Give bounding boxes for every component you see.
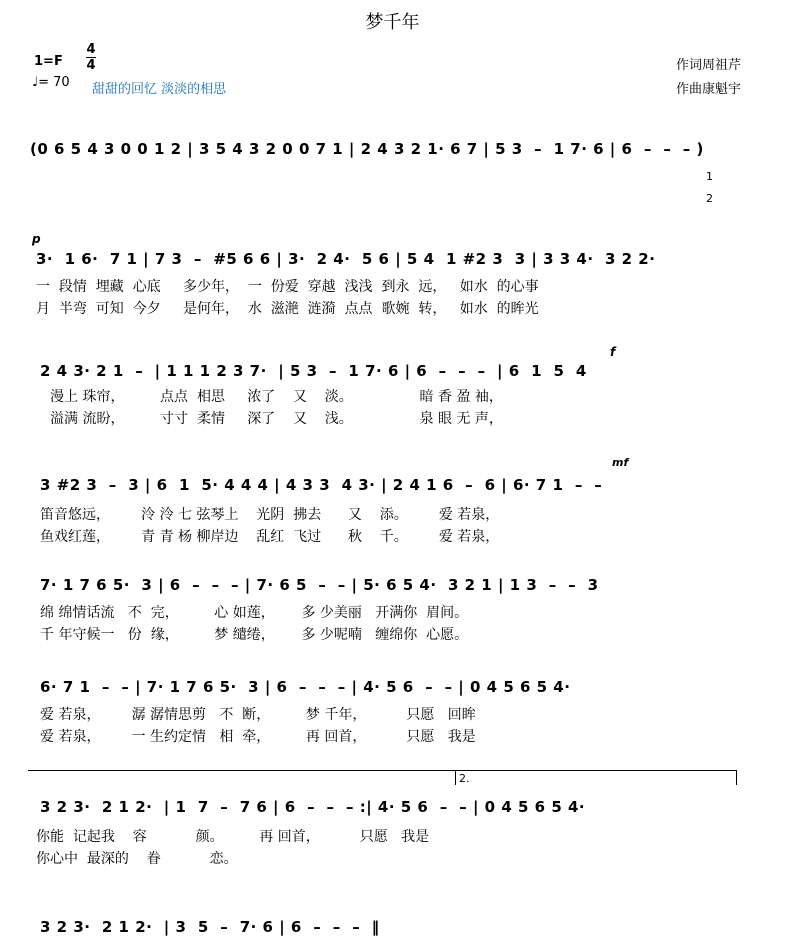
volta-bracket-2 — [455, 770, 737, 785]
lyrics-line-2-verse-1: 一 段情 埋藏 心底 多少年， 一 份爱 穿越 浅浅 到永 远， 如水 的心事 — [36, 279, 539, 295]
volta-number-1: 1 — [706, 170, 713, 183]
lyrics-line-5-verse-1: 绵 绵情话流 不 完， 心 如莲， 多 少美丽 开满你 眉间。 — [40, 605, 469, 621]
lyrics-line-7-verse-1: 你能 记起我 容 颜。 再 回首， 只愿 我是 — [36, 829, 430, 845]
time-signature-top: 4 — [86, 42, 96, 57]
lyrics-line-2-verse-2: 月 半弯 可知 今夕 是何年， 水 滋滟 涟漪 点点 歌婉 转， 如水 的眸光 — [36, 301, 539, 317]
notes-line-3: 2 4 3· 2 1 – | 1 1 1 2 3 7· | 5 3 – 1 7· 6 | 6 – – – | 6 1 5 4 — [40, 362, 587, 380]
lyricist-credit: 作词周祖芹 — [675, 58, 741, 73]
notes-line-8: 3 2 3· 2 1 2· | 3 5 – 7· 6 | 6 – – – ‖ — [40, 918, 380, 936]
lyrics-line-3-verse-1: 漫上 珠帘， 点点 相思 浓了 又 淡。 暗 香 盈 袖， — [50, 389, 503, 405]
dynamic-mf: mf — [612, 456, 629, 469]
lyrics-line-6-verse-2: 爱 若泉， 一 生约定情 相 牵， 再 回首， 只愿 我是 — [40, 729, 476, 745]
lyrics-line-4-verse-1: 笛音悠远， 泠 泠 七 弦琴上 光阴 拂去 又 添。 爱 若泉， — [40, 507, 500, 523]
dynamic-f: f — [610, 345, 616, 359]
notes-line-7: 3 2 3· 2 1 2· | 1 7 – 7 6 | 6 – – – :| 4· 5 6 – – | 0 4 5 6 5 4· — [40, 798, 586, 816]
key-signature: 1=F — [34, 54, 63, 69]
volta-label: 2. — [459, 772, 470, 785]
lyrics-line-7-verse-2: 你心中 最深的 眷 恋。 — [36, 851, 238, 867]
notes-line-2: 3· 1 6· 7 1 | 7 3 – #5 6 6 | 3· 2 4· 5 6 | 5 4 1 #2 3 3 | 3 3 4· 3 2 2· — [36, 250, 656, 268]
mood-text: 甜甜的回忆 淡淡的相思 — [92, 82, 227, 97]
dynamic-p: p — [32, 232, 41, 246]
lyrics-line-5-verse-2: 千 年守候一 份 缘， 梦 缱绻， 多 少呢喃 缠绵你 心愿。 — [40, 627, 469, 643]
song-title: 梦千年 — [365, 12, 420, 33]
lyrics-line-4-verse-2: 鱼戏红莲， 青 青 杨 柳岸边 乱红 飞过 秋 千。 爱 若泉， — [40, 529, 500, 545]
notes-line-5: 7· 1 7 6 5· 3 | 6 – – – | 7· 6 5 – – | 5· 6 5 4· 3 2 1 | 1 3 – – 3 — [40, 576, 599, 594]
notes-line-1: (0 6 5 4 3 0 0 1 2 | 3 5 4 3 2 0 0 7 1 | 2 4 3 2 1· 6 7 | 5 3 – 1 7· 6 | 6 – – – ) — [30, 140, 704, 158]
time-signature — [86, 42, 96, 73]
notes-line-4: 3 #2 3 – 3 | 6 1 5· 4 4 4 | 4 3 3 4 3· | 2 4 1 6 – 6 | 6· 7 1 – – — [40, 476, 603, 494]
tempo-marking: ♩= 70 — [32, 75, 70, 90]
lyrics-line-3-verse-2: 溢满 流盼， 寸寸 柔情 深了 又 浅。 泉 眼 无 声， — [50, 411, 503, 427]
volta-number-2: 2 — [706, 192, 713, 205]
notes-line-6: 6· 7 1 – – | 7· 1 7 6 5· 3 | 6 – – – | 4· 5 6 – – | 0 4 5 6 5 4· — [40, 678, 571, 696]
composer-credit: 作曲康魁宇 — [675, 82, 741, 97]
lyrics-line-6-verse-1: 爱 若泉， 潺 潺情思剪 不 断， 梦 千年， 只愿 回眸 — [40, 707, 476, 723]
time-signature-bottom: 4 — [86, 58, 96, 73]
volta-bracket-1 — [28, 770, 456, 771]
